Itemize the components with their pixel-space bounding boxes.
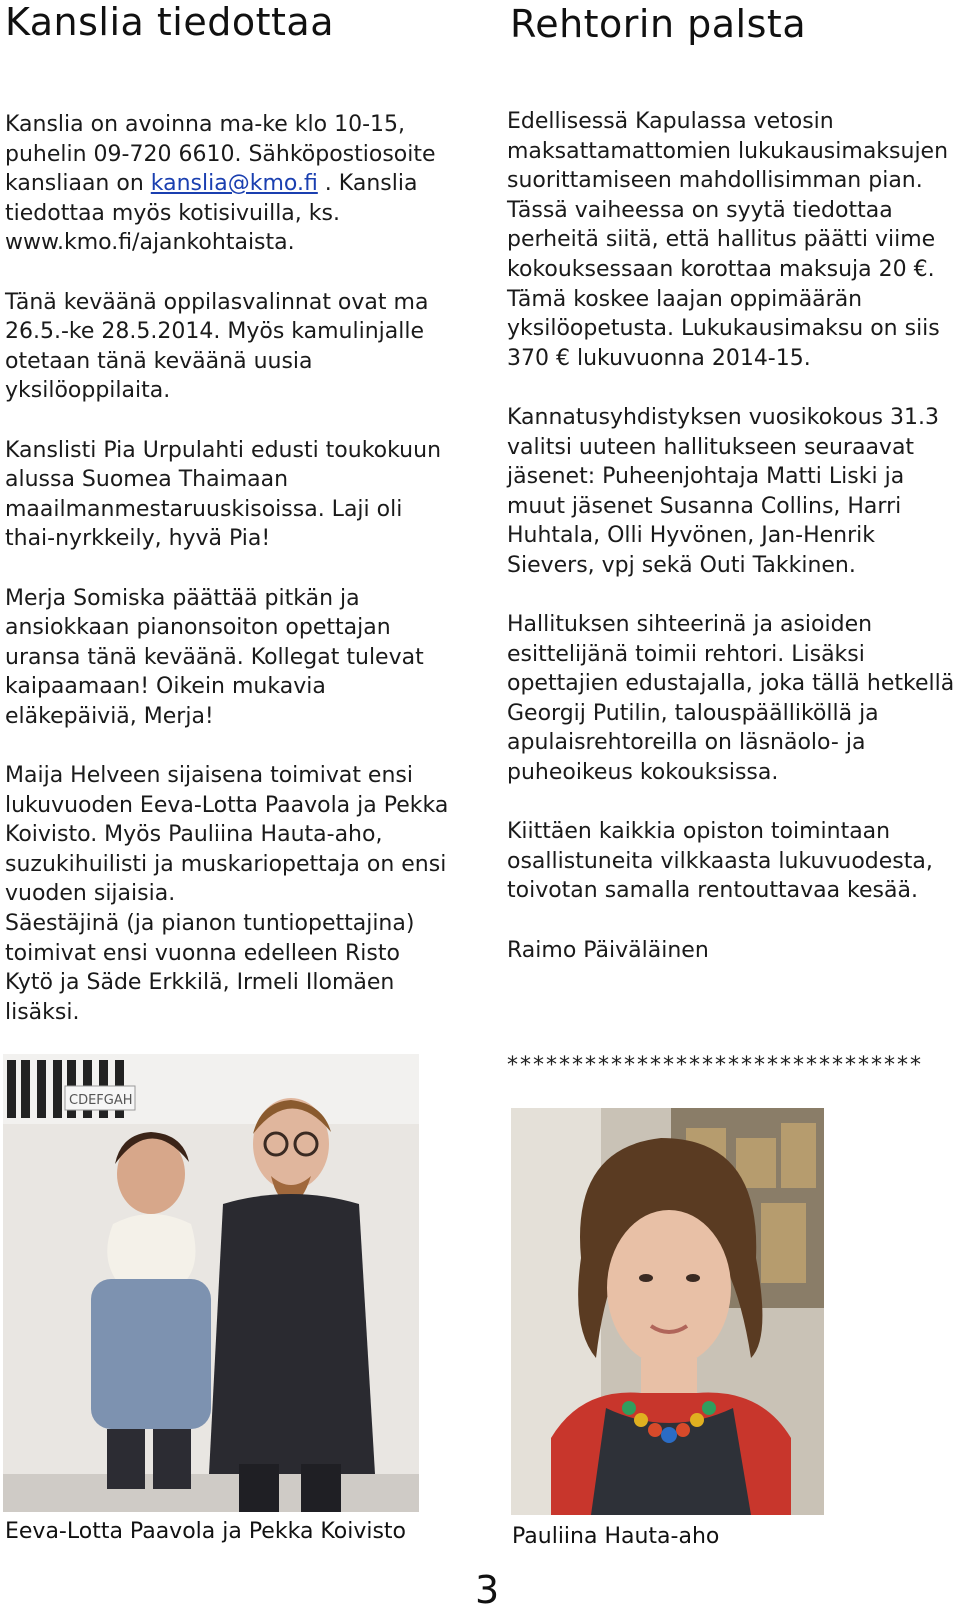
- kanslia-email-link[interactable]: kanslia@kmo.fi: [150, 171, 318, 197]
- rehtori-paragraph-2: Kannatusyhdistyksen vuosikokous 31.3 valitsi uuteen hallitukseen seuraavat jäsenet: Puheenjohtaja Matti Liski ja muut jäsenet Susanna Collins, Harri Huhtala, Olli Hyvönen, Jan-Henrik Sievers, vpj sekä Outi Takkinen.: [507, 404, 939, 578]
- rehtori-paragraph-4: Kiittäen kaikkia opiston toimintaan osallistuneita vilkkaasta lukuvuodesta, toivotan samalla rentouttavaa kesää.: [507, 819, 933, 904]
- portrait-photo-caption: Pauliina Hauta-aho: [512, 1524, 720, 1549]
- page-number: 3: [475, 1568, 500, 1612]
- separator-stars: ********************************: [507, 1053, 923, 1078]
- kanslia-heading: Kanslia tiedottaa: [5, 0, 334, 44]
- portrait-photo-illustration: [511, 1108, 824, 1515]
- keyboard-letters: CDEFGAH: [69, 1093, 133, 1108]
- kanslia-paragraph-4: Merja Somiska päättää pitkän ja ansiokkaan pianonsoiton opettajan uransa tänä keväänä. Kollegat tulevat kaipaamaan! Oikein mukavia eläkepäiviä, Merja!: [5, 585, 424, 729]
- teachers-photo: [3, 1054, 419, 1512]
- rehtori-paragraph-3: Hallituksen sihteerinä ja asioiden esittelijänä toimii rehtori. Lisäksi opettajien edustajalla, joka tällä hetkellä Georgij Putilin, talouspäälliköllä ja apulaisrehtoreilla on läsnäolo- ja puheoikeus kokouksissa.: [507, 612, 955, 786]
- rehtori-column: [507, 107, 957, 995]
- kanslia-paragraph-6: Säestäjinä (ja pianon tuntiopettajina) toimivat ensi vuonna edelleen Risto Kytö ja Säde Erkkilä, Irmeli Ilomäen lisäksi.: [5, 911, 415, 1025]
- rehtori-paragraph-1: Edellisessä Kapulassa vetosin maksattamattomien lukukausimaksujen suorittamiseen mahdollisimman pian. Tässä vaiheessa on syytä tiedottaa perheitä siitä, että hallitus päätti viime kokouksessaan korottaa maksuja 20 €. Tämä koskee laajan oppimäärän yksilöopetusta. Lukukausimaksu on siis 370 € lukuvuonna 2014-15.: [507, 109, 949, 371]
- kanslia-column: [5, 110, 450, 1057]
- portrait-photo: [511, 1108, 824, 1515]
- rehtori-heading: Rehtorin palsta: [510, 2, 807, 46]
- kanslia-paragraph-2: Tänä keväänä oppilasvalinnat ovat ma 26.5.-ke 28.5.2014. Myös kamulinjalle otetaan tänä keväänä uusia yksilöoppilaita.: [5, 289, 429, 404]
- teachers-photo-illustration: [3, 1054, 419, 1512]
- rehtori-signature: Raimo Päiväläinen: [507, 937, 709, 963]
- kanslia-paragraph-1: Kanslia on avoinna ma-ke klo 10-15, puhelin 09-720 6610. Sähköpostiosoite kansliaan on kanslia@kmo.fi . Kanslia tiedottaa myös kotisivuilla, ks. www.kmo.fi/ajankohtaista.: [5, 112, 436, 256]
- kanslia-paragraph-5: Maija Helveen sijaisena toimivat ensi lukuvuoden Eeva-Lotta Paavola ja Pekka Koivisto. Myös Pauliina Hauta-aho, suzukihuilisti ja muskariopettaja on ensi vuoden sijaisia.: [5, 763, 449, 907]
- kanslia-paragraph-3: Kanslisti Pia Urpulahti edusti toukokuun alussa Suomea Thaimaan maailmanmestaruuskisoissa. Laji oli thai-nyrkkeily, hyvä Pia!: [5, 437, 442, 552]
- teachers-photo-caption: Eeva-Lotta Paavola ja Pekka Koivisto: [5, 1519, 406, 1544]
